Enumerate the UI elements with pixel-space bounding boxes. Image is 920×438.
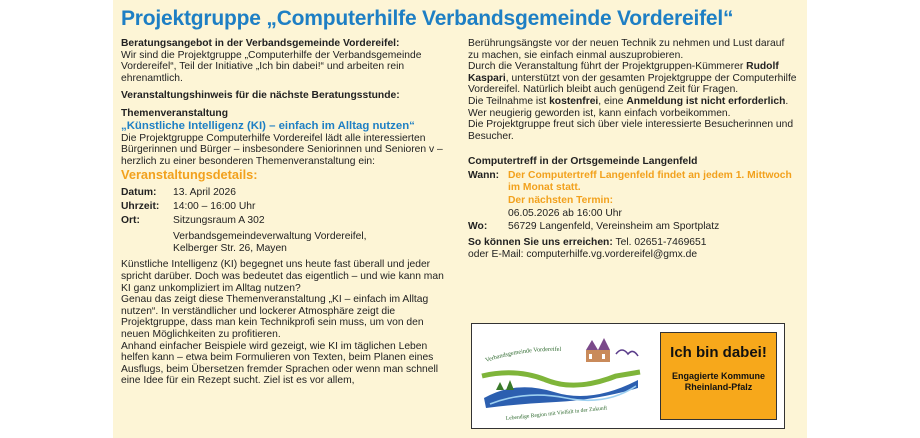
- datum-value: 13. April 2026: [173, 187, 236, 199]
- body-paragraph-1: Künstliche Intelligenz (KI) begegnet uns heute fast überall und jeder spricht darüber. Doch was bedeutet das eigentlich – und wie kann man KI ganz unkompliziert im Alltag nutzen?: [121, 259, 444, 294]
- cont3-mid: , eine: [598, 95, 627, 107]
- ort-label: Ort:: [121, 215, 140, 227]
- kostenfrei: kostenfrei: [549, 95, 599, 107]
- wo-label: Wo:: [468, 221, 488, 233]
- beratung-heading: Beratungsangebot in der Verbandsgemeinde Vordereifel:: [121, 38, 400, 49]
- logo-tagline: Lebendige Region mit Vielfalt in der Zukunft: [505, 405, 608, 422]
- ort-line-1: Sitzungsraum A 302: [173, 215, 265, 227]
- ort-line-3: Kelberger Str. 26, Mayen: [173, 243, 287, 255]
- logo-arc-textpath: Verbandsgemeinde Vordereifel: [484, 345, 562, 364]
- wann-label: Wann:: [468, 170, 500, 182]
- uhrzeit-label: Uhrzeit:: [121, 201, 160, 213]
- castle-icon: [586, 338, 610, 362]
- ort-line-2: Verbandsgemeindeverwaltung Vordereifel,: [173, 231, 367, 243]
- green-swoosh-icon: [482, 372, 640, 385]
- kontakt-line: [468, 237, 798, 249]
- cont3-pre: Die Teilnahme ist: [468, 95, 550, 107]
- right-column: [468, 38, 798, 260]
- flyer-panel: [113, 0, 807, 438]
- kontakt-mail: oder E-Mail: computerhilfe.vg.vordereifel@gmx.de: [468, 248, 698, 260]
- beratung-text: Wir sind die Projektgruppe „Computerhilfe der Verbandsgemeinde Vordereifel“, Teil der Initiative „Ich bin dabei!“ und arbeiten rein ehrenamtlich.: [121, 49, 422, 84]
- left-column: [121, 38, 454, 387]
- page-title: Projektgruppe „Computerhilfe Verbandsgemeinde Vordereifel“: [121, 7, 734, 30]
- cont2-pre: Durch die Veranstaltung führt der Projektgruppen-Kümmerer: [468, 61, 747, 73]
- badge-line-1: Engagierte Kommune: [671, 371, 765, 381]
- wo-value: 56729 Langenfeld, Vereinsheim am Sportplatz: [508, 221, 720, 233]
- speaker-name: Rudolf Kaspari: [468, 61, 779, 84]
- cont3-post: . Wer neugierig geworden ist, kann einfach vorbeikommen.: [468, 95, 789, 119]
- details-heading: Veranstaltungsdetails:: [121, 167, 258, 183]
- thema-text: Die Projektgruppe Computerhilfe Vordereifel lädt alle interessierten Bürgerinnen und Bürger – insbesondere Seniorinnen und Senioren v – herzlich zu einer besonderen Themenveranstaltung ein:: [121, 132, 443, 167]
- kontakt-tel: Tel. 02651-7469651: [612, 236, 707, 248]
- logo-box: [471, 323, 785, 429]
- thema-heading: Themenveranstaltung: [121, 107, 228, 119]
- uhrzeit-value: 14:00 – 16:00 Uhr: [173, 201, 256, 213]
- trees-icon: [496, 380, 514, 390]
- vordereifel-logo: [476, 328, 646, 424]
- termin-heading: Der nächsten Termin:: [508, 195, 614, 207]
- cont2-post: , unterstützt von der gesamten Projektgruppe der Computerhilfe Vordereifel. Natürlich bleibt auch genügend Zeit für Fragen.: [468, 72, 797, 96]
- cont-paragraph-3: [468, 96, 798, 119]
- ort-value: [173, 214, 366, 256]
- body-paragraph-3: Anhand einfacher Beispiele wird gezeigt, wie KI im täglichen Leben helfen kann – etwa beim Formulieren von Texten, beim Planen eines Ausflugs, beim Übersetzen fremder Sprachen oder wenn man schnell eine Idee für ein Rezept sucht. Ziel ist es vor allem,: [121, 340, 439, 387]
- thema-title: „Künstliche Intelligenz (KI) – einfach im Alltag nutzen“: [121, 119, 415, 132]
- cont-paragraph-1: Berührungsängste vor der neuen Technik zu nehmen und Lust darauf zu machen, sie einfach einmal auszuprobieren.: [468, 38, 785, 61]
- datum-label: Datum:: [121, 187, 157, 199]
- treff-table: [468, 170, 798, 234]
- ich-bin-dabei-badge: [660, 332, 777, 420]
- cont-paragraph-4: Die Projektgruppe freut sich über viele interessierte Besucherinnen und Besucher.: [468, 119, 794, 142]
- logo-arc-text: [484, 346, 561, 364]
- event-details-table: [121, 186, 366, 256]
- anmeldung-note: Anmeldung ist nicht erforderlich: [626, 95, 786, 107]
- termin-value: 06.05.2026 ab 16:00 Uhr: [508, 208, 622, 220]
- badge-line-2: Rheinland-Pfalz: [684, 381, 753, 392]
- hinweis-heading: Veranstaltungshinweis für die nächste Beratungsstunde:: [121, 90, 400, 102]
- badge-title: Ich bin dabei!: [670, 344, 767, 361]
- cont-paragraph-2: [468, 61, 798, 96]
- wann-value: Der Computertreff Langenfeld findet an jedem 1. Mittwoch im Monat statt.: [508, 170, 792, 194]
- kontakt-heading: So können Sie uns erreichen:: [468, 236, 613, 248]
- leaf-icon: [616, 350, 638, 356]
- treff-heading: Computertreff in der Ortsgemeinde Langenfeld: [468, 156, 698, 168]
- body-paragraph-2: Genau das zeigt diese Themenveranstaltung „KI – einfach im Alltag nutzen“. In verständlicher und lockerer Atmosphäre zeigt die Projektgruppe, dass man kein Technikprofi sein muss, um von den neuen Möglichkeiten zu profitieren.: [121, 294, 429, 340]
